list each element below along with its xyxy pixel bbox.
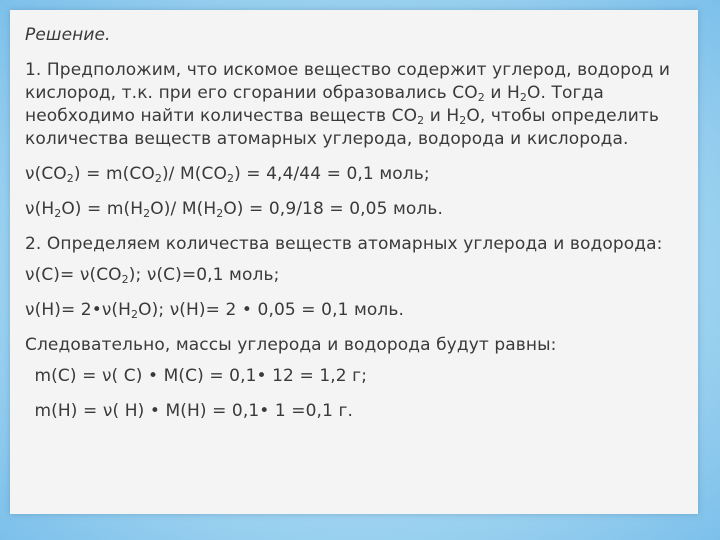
mass-hydrogen: m(H) = ν( H) • M(H) = 0,1• 1 =0,1 г.: [29, 401, 354, 421]
subscript: 2: [66, 172, 74, 185]
subscript: 2: [226, 172, 235, 185]
subscript: 2: [54, 207, 62, 220]
equation-text: ) = 4,4/44 = 0,1 моль;: [234, 164, 430, 184]
equation-hydrogen: [25, 299, 695, 322]
step-1-text: О. Тогда необходимо найти количества веществ СО: [25, 83, 604, 126]
equation-text: )/ M(CO: [161, 164, 227, 184]
equation-text: ν(C)= ν(CO: [25, 265, 122, 285]
subscript: 2: [477, 91, 485, 104]
solution-heading: Решение.: [25, 25, 111, 45]
equation-text: O)/ M(H: [150, 199, 217, 219]
equation-text: O) = 0,9/18 = 0,05 моль.: [223, 199, 444, 219]
step-1-text: 1. Предположим, что искомое вещество содержит углерод, водород и кислород, т.к. при его сгорании образовались СО: [25, 60, 670, 103]
equation-text: ); ν(C)=0,1 моль;: [128, 265, 280, 285]
equation-text: O) = m(H: [61, 199, 144, 219]
equation-carbon: [25, 264, 695, 287]
slide-sheet: [10, 10, 698, 514]
equation-text: ν(H)= 2•ν(H: [25, 300, 132, 320]
mass-carbon: m(C) = ν( C) • M(C) = 0,1• 12 = 1,2 г;: [29, 366, 368, 386]
subscript: 2: [121, 273, 129, 286]
subscript: 2: [143, 207, 151, 220]
equation-h2o: [25, 198, 695, 221]
step-1-text: и Н: [484, 83, 520, 103]
subscript: 2: [417, 114, 425, 127]
subscript: 2: [459, 114, 467, 127]
equation-co2: [25, 163, 695, 186]
equation-text: O); ν(H)= 2 • 0,05 = 0,1 моль.: [138, 300, 405, 320]
solution-text: [25, 24, 695, 423]
step-1-text: и Н: [424, 106, 460, 126]
step-2-paragraph: 2. Определяем количества веществ атомарных углерода и водорода:: [25, 234, 663, 254]
step-1-paragraph: [25, 59, 695, 151]
conclusion-text: Следовательно, массы углерода и водорода будут равны:: [25, 335, 557, 355]
subscript: 2: [154, 172, 162, 185]
subscript: 2: [519, 91, 527, 104]
step-1-text: О, чтобы определить количества веществ атомарных углерода, водорода и кислорода.: [25, 106, 659, 149]
equation-text: ν(H: [25, 199, 55, 219]
equation-text: ) = m(CO: [73, 164, 155, 184]
subscript: 2: [131, 308, 139, 321]
subscript: 2: [216, 207, 224, 220]
equation-text: ν(CO: [25, 164, 67, 184]
